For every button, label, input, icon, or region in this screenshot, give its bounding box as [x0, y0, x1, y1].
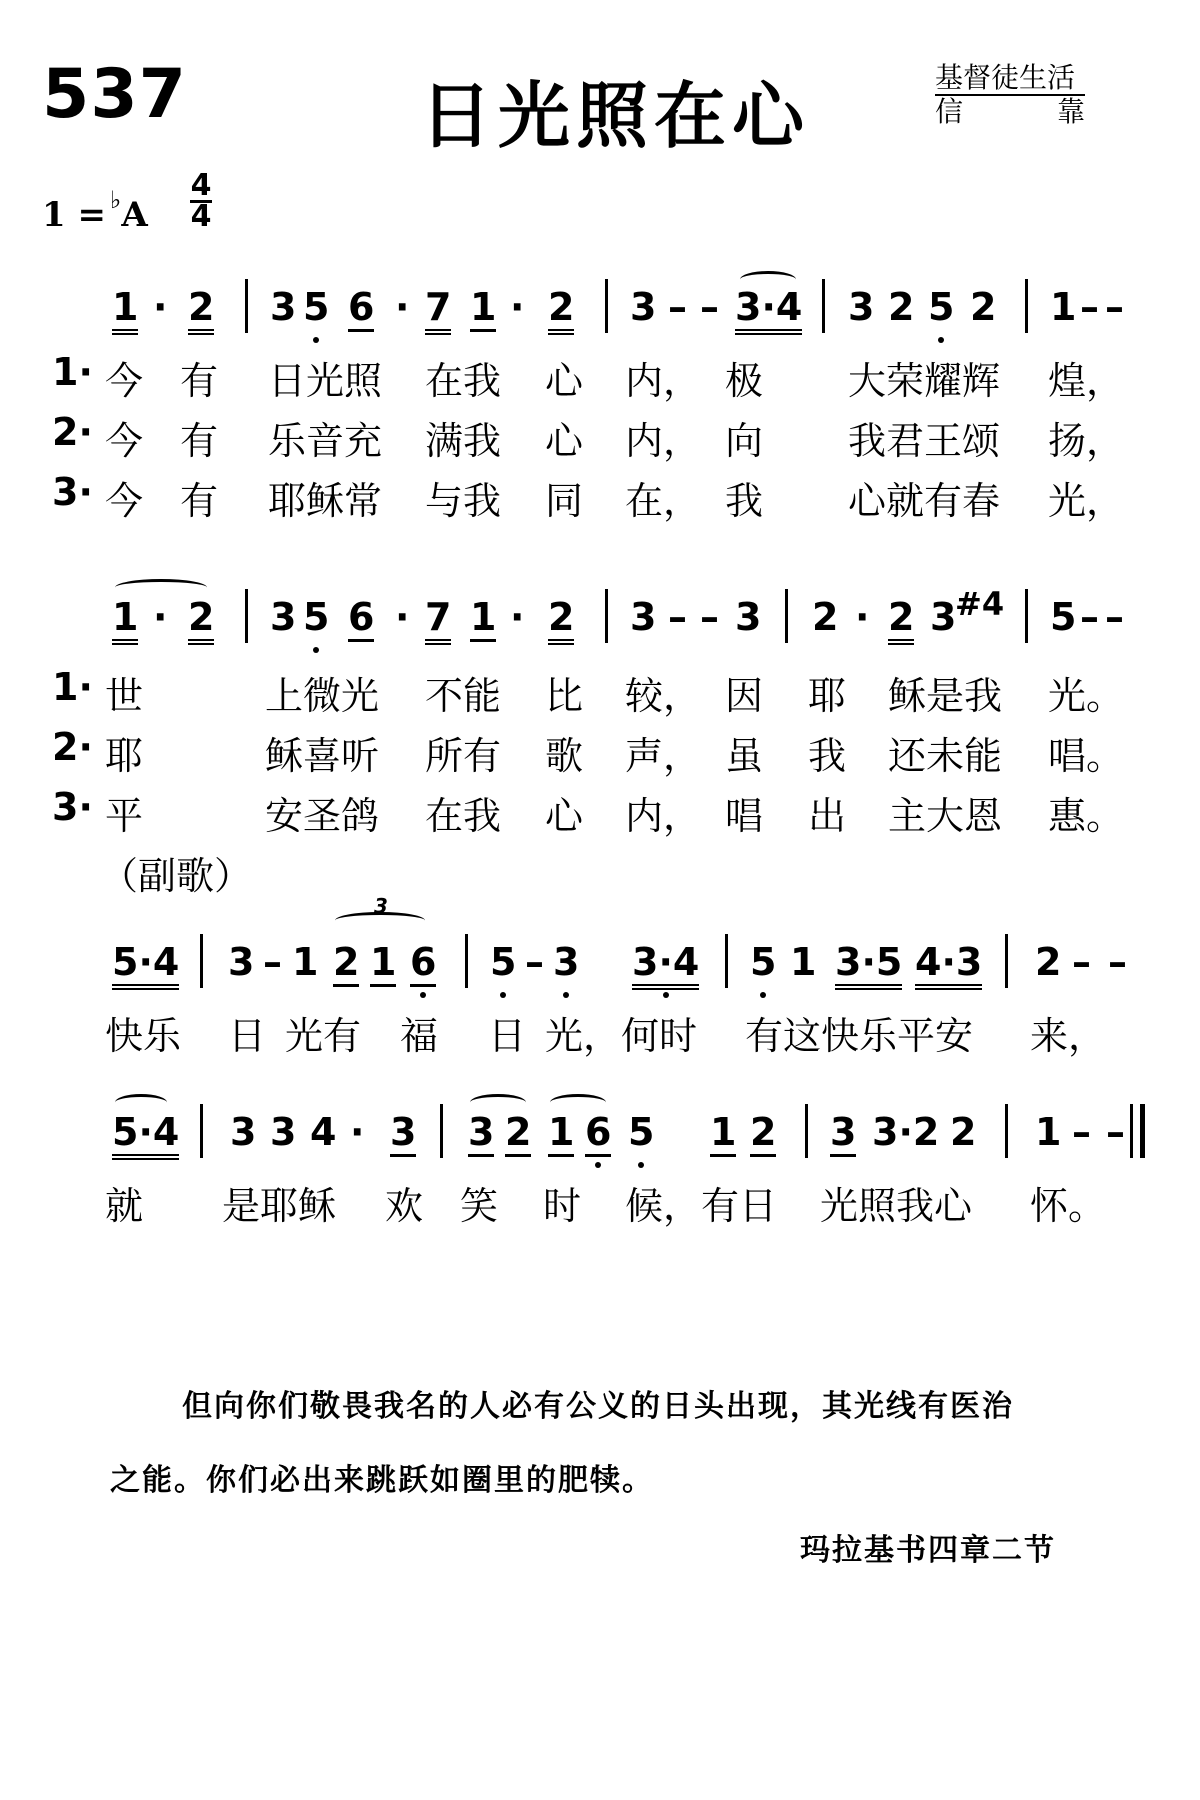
note-dot: · — [395, 595, 410, 639]
lyric: 乐音充 — [268, 419, 383, 463]
lyric: 内， — [625, 419, 702, 463]
lyric: 日光照 — [268, 359, 383, 403]
lyric: 笑 — [460, 1184, 499, 1228]
bar-line — [785, 589, 788, 643]
note: 5 — [303, 285, 330, 329]
note: 1 — [790, 940, 817, 984]
bar-line — [605, 589, 608, 643]
lyric: 在我 — [425, 794, 502, 838]
bar-line — [1025, 279, 1028, 333]
bar-line — [465, 934, 468, 988]
note: 3 — [228, 940, 255, 984]
lyric: 唱。 — [1048, 734, 1125, 778]
note: 3 — [270, 285, 297, 329]
lyric: 日 — [228, 1014, 267, 1058]
key-one-eq: 1 = — [42, 195, 106, 235]
lyric: 安圣鸽 — [265, 794, 380, 838]
lyric: 快乐 — [105, 1014, 182, 1058]
lyric: 稣是我 — [888, 674, 1003, 718]
note: 2 — [888, 285, 915, 329]
lyric-row-2-verse-2 — [0, 725, 1200, 778]
lyric: 因 — [725, 674, 764, 718]
lyric-row-2-verse-1 — [0, 665, 1200, 718]
lyric: 心就有春 — [848, 479, 1001, 523]
note: 1 — [1035, 1110, 1062, 1154]
notation-line-1 — [0, 285, 1200, 335]
note: 4 — [310, 1110, 337, 1154]
verse-number: 2· — [52, 725, 93, 769]
note-dash: – — [525, 940, 544, 984]
note: 1 — [548, 1110, 574, 1157]
time-signature — [190, 168, 212, 234]
time-signature-top: 4 — [190, 168, 212, 203]
lyric: 还未能 — [888, 734, 1003, 778]
lyric: 是耶稣 — [222, 1184, 337, 1228]
scripture-reference: 玛拉基书四章二节 — [800, 1533, 1056, 1568]
lyric: 惠。 — [1048, 794, 1125, 838]
lyric: 满我 — [425, 419, 502, 463]
note: 5 — [1050, 595, 1077, 639]
notation-line-2 — [0, 585, 1200, 645]
note-dot: · — [510, 285, 525, 329]
lyric: 我 — [808, 734, 847, 778]
slur — [470, 1094, 526, 1111]
key-letter: A — [121, 195, 148, 235]
note: 3 — [848, 285, 875, 329]
key-signature — [42, 185, 148, 235]
note: 3 — [468, 1110, 494, 1157]
lyric: 极 — [725, 359, 764, 403]
note-dot: · — [510, 595, 525, 639]
note: 2 — [505, 1110, 531, 1157]
note: 1 — [710, 1110, 736, 1157]
lyric: 稣喜听 — [265, 734, 380, 778]
bar-line — [605, 279, 608, 333]
verse-number: 3· — [52, 785, 93, 829]
note-dash: – — [668, 595, 687, 639]
lyric: 上微光 — [265, 674, 380, 718]
scripture-line-1: 但向你们敬畏我名的人必有公义的日头出现，其光线有医治 — [182, 1389, 1014, 1424]
lyric: 主大恩 — [888, 794, 1003, 838]
lyric: 光照我心 — [820, 1184, 973, 1228]
lyric: 欢 — [385, 1184, 424, 1228]
note: 3 — [930, 595, 957, 639]
note-dot: · — [855, 595, 870, 639]
note: 3 — [830, 1110, 856, 1157]
note: 6 — [348, 595, 374, 642]
lyric: 内， — [625, 794, 702, 838]
note-dash: – — [1072, 1110, 1091, 1154]
lyric: 今 — [105, 359, 144, 403]
lyric: 有 — [180, 479, 219, 523]
lyric: 我 — [725, 479, 764, 523]
note: 3 — [630, 595, 657, 639]
verse-number: 3· — [52, 470, 93, 514]
lyric: 有 — [180, 419, 219, 463]
lyric: 怀。 — [1030, 1184, 1107, 1228]
note: 2 — [548, 285, 574, 335]
note-dash: – — [1080, 595, 1099, 639]
hymn-title: 日光照在心 — [420, 74, 811, 158]
note: 6 — [585, 1110, 611, 1157]
note: 2 — [333, 940, 359, 987]
note: 1 — [112, 595, 138, 645]
lyric: 今 — [105, 479, 144, 523]
scripture-line-2: 之能。你们必出来跳跃如圈里的肥犊。 — [110, 1463, 654, 1498]
note: 2 — [950, 1110, 977, 1154]
note-dot: · — [153, 595, 168, 639]
source-line-2 — [935, 96, 1085, 128]
lyric: 出 — [808, 794, 847, 838]
note: 3·5 — [835, 940, 902, 990]
note: 1 — [470, 285, 496, 332]
note: 3·2 — [872, 1110, 940, 1154]
bar-line — [1005, 1104, 1008, 1158]
note: 1 — [292, 940, 319, 984]
bar-line — [200, 1104, 203, 1158]
notation-line-3 — [0, 894, 1200, 990]
lyric: 心 — [545, 419, 584, 463]
lyric: 大荣耀辉 — [848, 359, 1001, 403]
note-dash: – — [1106, 1110, 1125, 1154]
lyric-row-1-verse-3 — [0, 470, 1200, 523]
note: 3·4 — [632, 940, 699, 990]
lyric-row-chorus-1 — [0, 1005, 1200, 1058]
lyric-row-chorus-2 — [0, 1175, 1200, 1228]
time-signature-bottom: 4 — [190, 199, 212, 234]
lyric: 心 — [545, 794, 584, 838]
note: 1 — [1050, 285, 1077, 329]
slur — [550, 1094, 606, 1111]
lyric: 世 — [105, 674, 144, 718]
note-dash: – — [700, 285, 719, 329]
lyric: 较， — [625, 674, 702, 718]
note-dash: – — [263, 940, 282, 984]
note: 3 — [553, 940, 580, 984]
bar-line — [822, 279, 825, 333]
note: 3·4 — [735, 285, 802, 335]
lyric: 有 — [180, 359, 219, 403]
note: 3 — [390, 1110, 416, 1157]
note: 3 — [270, 1110, 297, 1154]
lyric: 候，有日 — [625, 1184, 778, 1228]
note: 5 — [303, 595, 330, 639]
lyric: 心 — [545, 359, 584, 403]
lyric: 耶 — [808, 674, 847, 718]
note: 5 — [490, 940, 517, 984]
note: 2 — [188, 285, 214, 335]
bar-line — [245, 589, 248, 643]
bar-line — [440, 1104, 443, 1158]
lyric: 歌 — [545, 734, 584, 778]
lyric: 光，何时 — [545, 1014, 698, 1058]
lyric: 在， — [625, 479, 702, 523]
lyric: 不能 — [425, 674, 502, 718]
slur — [115, 579, 207, 596]
lyric: 唱 — [725, 794, 764, 838]
note: 3 — [735, 595, 762, 639]
note: 7 — [425, 595, 451, 645]
lyric-row-2-verse-3 — [0, 785, 1200, 838]
lyric: 向 — [725, 419, 764, 463]
lyric: 耶 — [105, 734, 144, 778]
note: 5·4 — [112, 940, 179, 990]
note: 2 — [750, 1110, 776, 1157]
note: 6 — [410, 940, 436, 987]
source-line-1: 基督徒生活 — [935, 62, 1085, 96]
note-sharp: #4 — [955, 585, 1005, 623]
lyric-row-1-verse-1 — [0, 350, 1200, 403]
slur — [115, 1094, 167, 1111]
note: 3 — [630, 285, 657, 329]
lyric: 声， — [625, 734, 702, 778]
lyric: 所有 — [425, 734, 502, 778]
lyric: 我君王颂 — [848, 419, 1001, 463]
verse-number: 2· — [52, 410, 93, 454]
lyric: 扬， — [1048, 419, 1125, 463]
scripture-text — [110, 1370, 1100, 1518]
note-dot: · — [395, 285, 410, 329]
note: 1 — [112, 285, 138, 335]
note-dash: – — [1080, 285, 1099, 329]
note-dash: – — [1108, 940, 1127, 984]
flat-sign: ♭ — [109, 185, 122, 214]
lyric: 光， — [1048, 479, 1125, 523]
note: 6 — [348, 285, 374, 332]
final-bar-line — [1140, 1104, 1145, 1158]
lyric: 福 — [400, 1014, 439, 1058]
note: 5 — [750, 940, 777, 984]
note: 2 — [548, 595, 574, 645]
lyric: 虽 — [725, 734, 764, 778]
triplet-mark: 3 — [374, 894, 388, 918]
note-dash: – — [668, 285, 687, 329]
note: 7 — [425, 285, 451, 335]
lyric: 来， — [1030, 1014, 1107, 1058]
note: 2 — [888, 595, 914, 645]
lyric: 时 — [543, 1184, 582, 1228]
source-line-2b: 靠 — [1056, 95, 1085, 128]
lyric: 比 — [545, 674, 584, 718]
note: 3 — [230, 1110, 257, 1154]
note-dash: – — [1072, 940, 1091, 984]
hymn-number: 537 — [42, 55, 187, 134]
bar-line — [1025, 589, 1028, 643]
note: 2 — [812, 595, 839, 639]
bar-line — [200, 934, 203, 988]
note: 2 — [1035, 940, 1062, 984]
lyric: 平 — [105, 794, 144, 838]
source-line-2a: 信 — [935, 95, 964, 128]
lyric: 就 — [105, 1184, 144, 1228]
lyric: 内， — [625, 359, 702, 403]
bar-line — [1130, 1104, 1133, 1158]
bar-line — [1005, 934, 1008, 988]
bar-line — [725, 934, 728, 988]
chorus-label: （副歌） — [100, 854, 253, 898]
note: 5 — [928, 285, 955, 329]
lyric: 煌， — [1048, 359, 1125, 403]
lyric: 耶稣常 — [268, 479, 383, 523]
lyric: 同 — [545, 479, 584, 523]
verse-number: 1· — [52, 350, 93, 394]
note-dot: · — [153, 285, 168, 329]
hymn-source — [935, 62, 1085, 128]
bar-line — [805, 1104, 808, 1158]
note: 2 — [188, 595, 214, 645]
note-dash: – — [1105, 285, 1124, 329]
note: 2 — [970, 285, 997, 329]
lyric: 光。 — [1048, 674, 1125, 718]
lyric: 光有 — [285, 1014, 362, 1058]
note-dot: · — [350, 1110, 365, 1154]
notation-line-4 — [0, 1110, 1200, 1160]
lyric: 与我 — [425, 479, 502, 523]
lyric: 在我 — [425, 359, 502, 403]
note: 4·3 — [915, 940, 982, 990]
lyric: 今 — [105, 419, 144, 463]
note: 5·4 — [112, 1110, 179, 1160]
verse-number: 1· — [52, 665, 93, 709]
note: 3 — [270, 595, 297, 639]
bar-line — [245, 279, 248, 333]
note-dash: – — [1105, 595, 1124, 639]
lyric-row-1-verse-2 — [0, 410, 1200, 463]
note: 1 — [370, 940, 396, 987]
note: 5 — [628, 1110, 655, 1154]
lyric: 有这快乐平安 — [745, 1014, 974, 1058]
note-dash: – — [700, 595, 719, 639]
note: 1 — [470, 595, 496, 642]
lyric: 日 — [488, 1014, 527, 1058]
